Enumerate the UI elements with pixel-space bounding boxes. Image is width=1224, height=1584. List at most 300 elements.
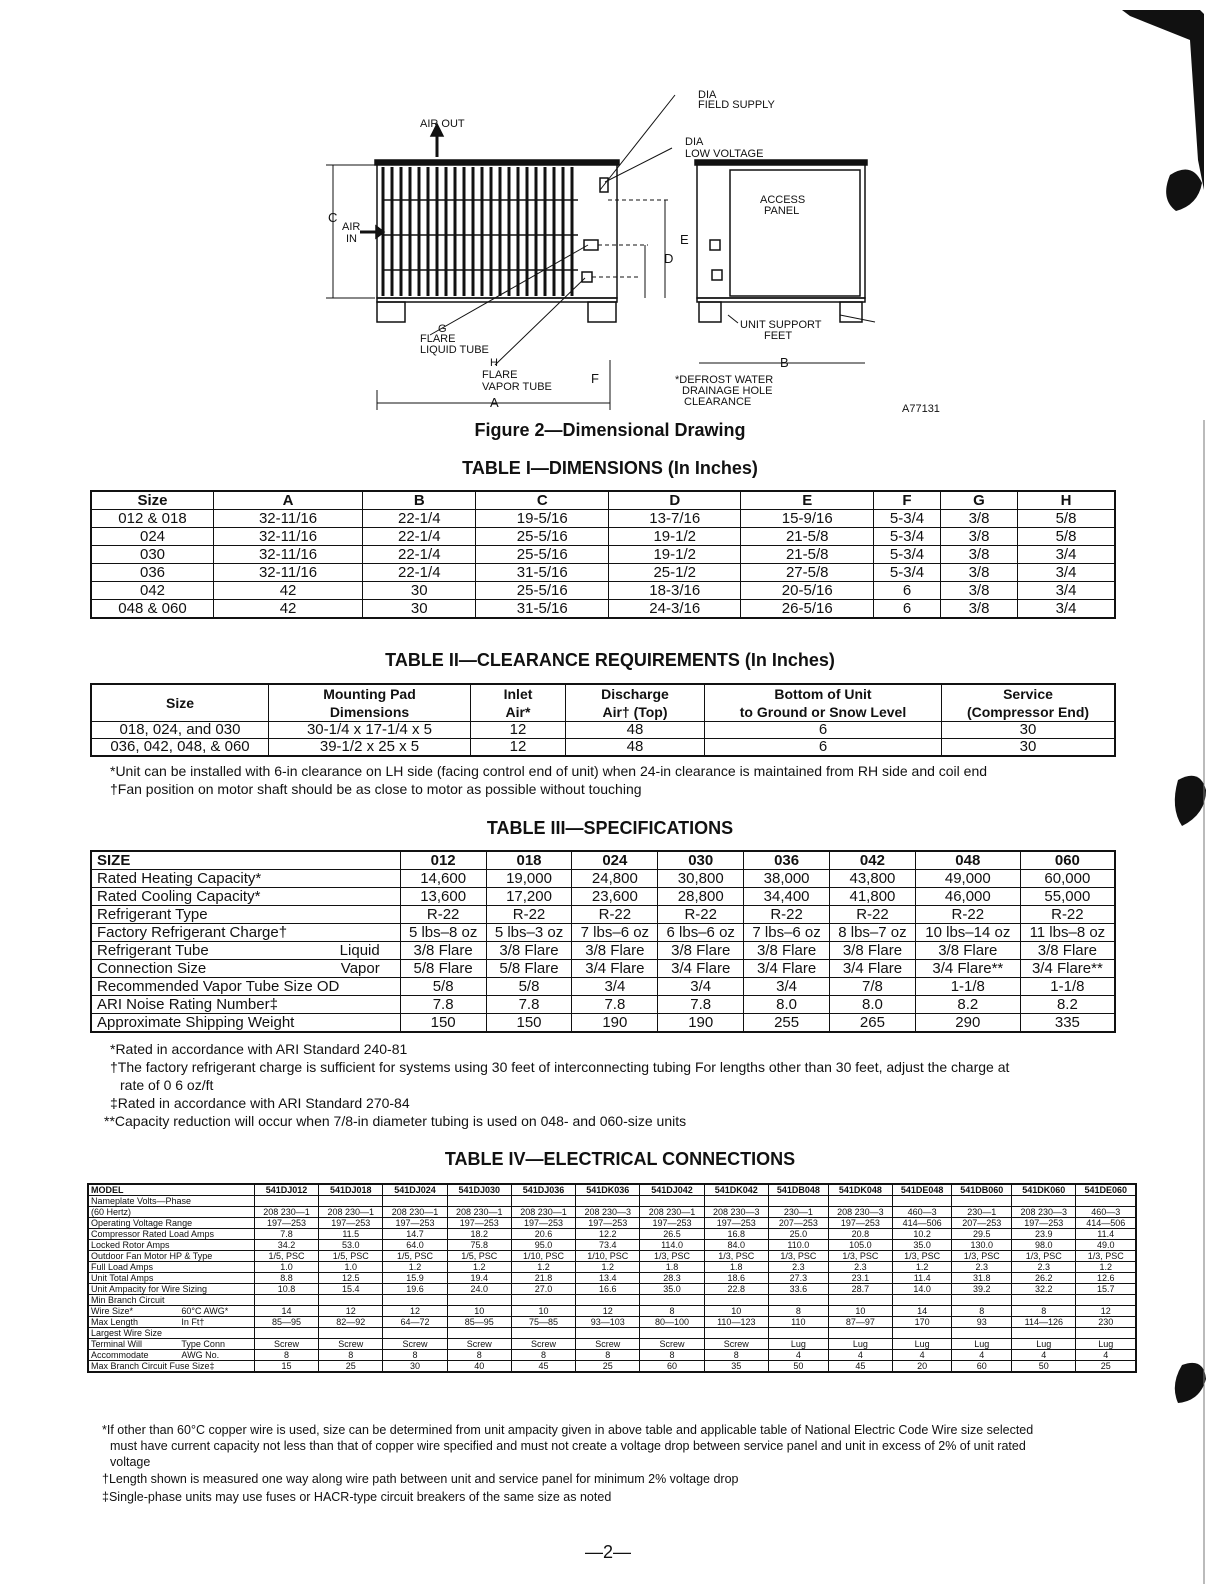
table-cell: 38,000 bbox=[744, 870, 830, 888]
table-cell: 39.2 bbox=[952, 1284, 1012, 1295]
table-cell bbox=[1012, 1196, 1076, 1207]
col-header: Mounting Pad Dimensions bbox=[269, 684, 471, 722]
table-cell: 24.0 bbox=[447, 1284, 511, 1295]
table-cell: 12 bbox=[471, 722, 566, 739]
col-header: 048 bbox=[915, 851, 1020, 870]
table-cell: 042 bbox=[91, 582, 214, 600]
table-cell: 114.0 bbox=[640, 1240, 704, 1251]
col-header: E bbox=[741, 491, 874, 510]
table-cell: 31-5/16 bbox=[476, 564, 609, 582]
row-label: Full Load Amps bbox=[88, 1262, 254, 1273]
table-cell: 8 lbs–7 oz bbox=[830, 924, 916, 942]
col-header: 541DK060 bbox=[1012, 1184, 1076, 1196]
row-label: Compressor Rated Load Amps bbox=[88, 1229, 254, 1240]
table-cell: 4 bbox=[952, 1350, 1012, 1361]
table-row bbox=[88, 1361, 1136, 1373]
table-cell: 3/4 Flare** bbox=[915, 960, 1020, 978]
col-header: 042 bbox=[830, 851, 916, 870]
table-cell bbox=[447, 1328, 511, 1339]
row-label: Wire Size* bbox=[88, 1306, 179, 1317]
table-cell: 93—103 bbox=[576, 1317, 640, 1328]
table-cell bbox=[704, 1328, 768, 1339]
table-row bbox=[88, 1251, 1136, 1262]
table-cell: 197—253 bbox=[1012, 1218, 1076, 1229]
figure-id: A77131 bbox=[902, 403, 940, 415]
table-cell bbox=[383, 1295, 447, 1306]
table-cell: 3/8 Flare bbox=[400, 942, 486, 960]
row-label: (60 Hertz) bbox=[88, 1207, 254, 1218]
table-cell bbox=[640, 1295, 704, 1306]
table-cell: Screw bbox=[511, 1339, 575, 1350]
col-header: Bottom of Unit to Ground or Snow Level bbox=[705, 684, 942, 722]
table-cell: 49,000 bbox=[915, 870, 1020, 888]
table-cell: Lug bbox=[828, 1339, 892, 1350]
table-cell: 030 bbox=[91, 546, 214, 564]
table-cell: 43,800 bbox=[830, 870, 916, 888]
table-cell: Screw bbox=[254, 1339, 318, 1350]
table-cell: 7.8 bbox=[486, 996, 572, 1014]
table-cell: 22-1/4 bbox=[363, 564, 476, 582]
label-unit-support-2: FEET bbox=[764, 330, 793, 342]
table-cell: 28,800 bbox=[658, 888, 744, 906]
table-cell: 40 bbox=[447, 1361, 511, 1373]
label-access-panel-1: ACCESS bbox=[760, 194, 806, 206]
table-cell: 8 bbox=[640, 1306, 704, 1317]
row-label: Terminal Will bbox=[88, 1339, 179, 1350]
col-header: 541DJ024 bbox=[383, 1184, 447, 1196]
table-cell: 21-5/8 bbox=[741, 546, 874, 564]
table-cell bbox=[704, 1196, 768, 1207]
table-cell: 3/8 bbox=[941, 528, 1018, 546]
table-cell: 3/8 bbox=[941, 564, 1018, 582]
table-row bbox=[88, 1295, 1136, 1306]
table4-title: TABLE IV—ELECTRICAL CONNECTIONS bbox=[444, 1149, 796, 1169]
table-cell: 1.8 bbox=[704, 1262, 768, 1273]
table-cell: 21.8 bbox=[511, 1273, 575, 1284]
table-cell: 3/4 Flare bbox=[658, 960, 744, 978]
col-header: A bbox=[214, 491, 363, 510]
table-cell: 3/8 Flare bbox=[658, 942, 744, 960]
table-cell: 15.7 bbox=[1076, 1284, 1136, 1295]
table-cell: 28.3 bbox=[640, 1273, 704, 1284]
table-cell: 8.2 bbox=[1020, 996, 1115, 1014]
table-cell: 414—506 bbox=[893, 1218, 952, 1229]
table-cell: 20.6 bbox=[511, 1229, 575, 1240]
table-cell: 33.6 bbox=[768, 1284, 828, 1295]
table-cell: 16.8 bbox=[704, 1229, 768, 1240]
table-cell: Lug bbox=[952, 1339, 1012, 1350]
table-cell: 2.3 bbox=[768, 1262, 828, 1273]
table-cell: 64—72 bbox=[383, 1317, 447, 1328]
table3-title: TABLE III—SPECIFICATIONS bbox=[486, 818, 734, 838]
row-label: ARI Noise Rating Number‡ bbox=[91, 996, 400, 1014]
table1-title: TABLE I—DIMENSIONS (In Inches) bbox=[462, 458, 758, 478]
col-header: 541DJ012 bbox=[254, 1184, 318, 1196]
table-cell: 12 bbox=[471, 739, 566, 757]
table-cell: 150 bbox=[400, 1014, 486, 1033]
row-label: Factory Refrigerant Charge† bbox=[91, 924, 400, 942]
table-cell: 60 bbox=[952, 1361, 1012, 1373]
table-cell: 25 bbox=[1076, 1361, 1136, 1373]
label-liquid-tube: LIQUID TUBE bbox=[420, 344, 489, 356]
table-cell: 197—253 bbox=[640, 1218, 704, 1229]
row-sublabel: AWG No. bbox=[179, 1350, 254, 1361]
table-cell: 21-5/8 bbox=[741, 528, 874, 546]
table-cell: R-22 bbox=[1020, 906, 1115, 924]
table-cell: 19-1/2 bbox=[608, 528, 741, 546]
table-cell bbox=[952, 1196, 1012, 1207]
row-label: Min Branch Circuit bbox=[88, 1295, 254, 1306]
table-cell: 3/4 Flare bbox=[572, 960, 658, 978]
table-cell: 39-1/2 x 25 x 5 bbox=[269, 739, 471, 757]
table-cell bbox=[828, 1295, 892, 1306]
table-cell: 10 bbox=[704, 1306, 768, 1317]
table-cell bbox=[511, 1328, 575, 1339]
table-cell: 110.0 bbox=[768, 1240, 828, 1251]
table-cell: 20.8 bbox=[828, 1229, 892, 1240]
table-cell: 12 bbox=[576, 1306, 640, 1317]
table-cell: 53.0 bbox=[319, 1240, 383, 1251]
table-cell: 25 bbox=[576, 1361, 640, 1373]
table-cell: 80—100 bbox=[640, 1317, 704, 1328]
table-cell: 30 bbox=[363, 600, 476, 619]
table-cell: 10 bbox=[447, 1306, 511, 1317]
row-label: Unit Total Amps bbox=[88, 1273, 254, 1284]
table-cell: 3/4 bbox=[1018, 582, 1116, 600]
table-cell: 1.8 bbox=[640, 1262, 704, 1273]
table-cell: 22-1/4 bbox=[363, 528, 476, 546]
table-cell: 1-1/8 bbox=[915, 978, 1020, 996]
col-header: 541DE060 bbox=[1076, 1184, 1136, 1196]
table-cell: 190 bbox=[658, 1014, 744, 1033]
table-cell: 25-5/16 bbox=[476, 582, 609, 600]
table-cell: 55,000 bbox=[1020, 888, 1115, 906]
row-label: Refrigerant Type bbox=[91, 906, 400, 924]
table-row bbox=[88, 1328, 1136, 1339]
label-a: A bbox=[490, 395, 499, 410]
table-cell: 4 bbox=[1012, 1350, 1076, 1361]
table-cell: 1.2 bbox=[511, 1262, 575, 1273]
table-row bbox=[88, 1207, 1136, 1218]
col-header: 541DJ030 bbox=[447, 1184, 511, 1196]
table-cell: 8 bbox=[1012, 1306, 1076, 1317]
table-cell: 110—123 bbox=[704, 1317, 768, 1328]
table-cell: 197—253 bbox=[319, 1218, 383, 1229]
table-cell: 32-11/16 bbox=[214, 510, 363, 528]
row-sublabel: Type Conn bbox=[179, 1339, 254, 1350]
table-cell: 2.3 bbox=[952, 1262, 1012, 1273]
table-cell: 10 lbs–14 oz bbox=[915, 924, 1020, 942]
table-cell: 208 230—3 bbox=[576, 1207, 640, 1218]
table-cell: 18.2 bbox=[447, 1229, 511, 1240]
label-air-in-1: AIR bbox=[342, 221, 361, 233]
row-label: Max Length bbox=[88, 1317, 179, 1328]
col-header: 541DK048 bbox=[828, 1184, 892, 1196]
table-cell: 018, 024, and 030 bbox=[91, 722, 269, 739]
table-cell: 114—126 bbox=[1012, 1317, 1076, 1328]
table-row bbox=[91, 996, 1115, 1014]
label-vapor-tube: VAPOR TUBE bbox=[482, 381, 552, 393]
table-cell: 15 bbox=[254, 1361, 318, 1373]
table-cell: 48 bbox=[566, 739, 705, 757]
table-cell: 30,800 bbox=[658, 870, 744, 888]
row-label: Connection Size bbox=[91, 960, 294, 978]
table-row bbox=[88, 1196, 1136, 1207]
table-cell: 197—253 bbox=[828, 1218, 892, 1229]
table-cell: 208 230—3 bbox=[828, 1207, 892, 1218]
table-cell: 13-7/16 bbox=[608, 510, 741, 528]
table-cell: Screw bbox=[383, 1339, 447, 1350]
table-cell: 25-5/16 bbox=[476, 528, 609, 546]
table-cell: 50 bbox=[1012, 1361, 1076, 1373]
table-cell: 208 230—1 bbox=[319, 1207, 383, 1218]
table-cell: 1/3, PSC bbox=[768, 1251, 828, 1262]
label-c: C bbox=[328, 210, 338, 225]
table-cell: 29.5 bbox=[952, 1229, 1012, 1240]
table-cell: 208 230—3 bbox=[1012, 1207, 1076, 1218]
figure-title: Figure 2—Dimensional Drawing bbox=[474, 420, 746, 440]
table-cell: 8 bbox=[640, 1350, 704, 1361]
col-header: B bbox=[363, 491, 476, 510]
table-cell: 73.4 bbox=[576, 1240, 640, 1251]
table-cell: 30 bbox=[363, 582, 476, 600]
table-cell: 1/3, PSC bbox=[828, 1251, 892, 1262]
table-cell: 460—3 bbox=[893, 1207, 952, 1218]
table3-note-1: *Rated in accordance with ARI Standard 240-81 bbox=[110, 1041, 408, 1057]
table-cell: 30 bbox=[383, 1361, 447, 1373]
table-cell: 1.2 bbox=[383, 1262, 447, 1273]
table-cell: 5-3/4 bbox=[874, 528, 941, 546]
table-cell: 19,000 bbox=[486, 870, 572, 888]
table-cell: 28.7 bbox=[828, 1284, 892, 1295]
table4-note-4: †Length shown is measured one way along wire path between unit and service panel for minimum 2% voltage drop bbox=[102, 1472, 739, 1486]
table-cell: Lug bbox=[768, 1339, 828, 1350]
table-cell: 197—253 bbox=[576, 1218, 640, 1229]
table-cell: 8.0 bbox=[830, 996, 916, 1014]
table-cell: 1/3, PSC bbox=[1076, 1251, 1136, 1262]
table4-note-3: voltage bbox=[110, 1455, 151, 1469]
table-cell: 11 lbs–8 oz bbox=[1020, 924, 1115, 942]
row-label: Accommodate bbox=[88, 1350, 179, 1361]
table-cell: 13,600 bbox=[400, 888, 486, 906]
table-cell: 15-9/16 bbox=[741, 510, 874, 528]
label-flare-1: FLARE bbox=[420, 333, 456, 345]
table-cell: 22.8 bbox=[704, 1284, 768, 1295]
row-label: Unit Ampacity for Wire Sizing bbox=[88, 1284, 254, 1295]
table-cell: 26.5 bbox=[640, 1229, 704, 1240]
table-cell: 23.1 bbox=[828, 1273, 892, 1284]
label-unit-support-1: UNIT SUPPORT bbox=[740, 319, 822, 331]
table-cell: 45 bbox=[828, 1361, 892, 1373]
table-cell: 35.0 bbox=[640, 1284, 704, 1295]
col-header: 024 bbox=[572, 851, 658, 870]
table-cell bbox=[952, 1328, 1012, 1339]
table-cell bbox=[319, 1328, 383, 1339]
table-row bbox=[88, 1262, 1136, 1273]
label-defrost-2: DRAINAGE HOLE bbox=[682, 385, 773, 397]
table-cell bbox=[511, 1295, 575, 1306]
table-cell: 6 bbox=[705, 722, 942, 739]
label-defrost-3: CLEARANCE bbox=[684, 396, 752, 408]
table-cell: 30 bbox=[942, 722, 1116, 739]
table-cell: 230—1 bbox=[952, 1207, 1012, 1218]
table-cell: 5/8 bbox=[400, 978, 486, 996]
label-air-in-2: IN bbox=[346, 233, 357, 245]
table-cell: 31-5/16 bbox=[476, 600, 609, 619]
row-label: Outdoor Fan Motor HP & Type bbox=[88, 1251, 254, 1262]
table-row bbox=[91, 906, 1115, 924]
col-header: 541DJ036 bbox=[511, 1184, 575, 1196]
col-header: 541DB048 bbox=[768, 1184, 828, 1196]
col-header: 541DK042 bbox=[704, 1184, 768, 1196]
table-cell: 60,000 bbox=[1020, 870, 1115, 888]
table-row bbox=[88, 1284, 1136, 1295]
table-cell: 8 bbox=[319, 1350, 383, 1361]
dimensional-drawing bbox=[320, 60, 960, 420]
table-cell: R-22 bbox=[486, 906, 572, 924]
table3-note-4: ‡Rated in accordance with ARI Standard 270-84 bbox=[110, 1095, 410, 1111]
col-header: Service (Compressor End) bbox=[942, 684, 1116, 722]
table-cell bbox=[768, 1196, 828, 1207]
table-row bbox=[91, 600, 1115, 619]
table-cell: 46,000 bbox=[915, 888, 1020, 906]
table-cell: 11.5 bbox=[319, 1229, 383, 1240]
table-cell: 49.0 bbox=[1076, 1240, 1136, 1251]
table-cell: 1/3, PSC bbox=[704, 1251, 768, 1262]
table-row bbox=[88, 1273, 1136, 1284]
table-cell: 3/4 bbox=[1018, 564, 1116, 582]
table-cell: 84.0 bbox=[704, 1240, 768, 1251]
table-cell bbox=[828, 1196, 892, 1207]
table-cell: 5/8 bbox=[486, 978, 572, 996]
table-cell: 7 lbs–6 oz bbox=[572, 924, 658, 942]
table3-note-2: †The factory refrigerant charge is sufficient for systems using 30 feet of interconnecting tubing For lengths other than 30 feet, adjust the charge at bbox=[110, 1059, 1010, 1075]
table-row bbox=[88, 1306, 1136, 1317]
col-header: 541DJ018 bbox=[319, 1184, 383, 1196]
table-cell: 20-5/16 bbox=[741, 582, 874, 600]
table-cell: 10 bbox=[828, 1306, 892, 1317]
table-cell: 335 bbox=[1020, 1014, 1115, 1033]
label-field-supply: FIELD SUPPLY bbox=[698, 99, 775, 111]
table-cell: 19-5/16 bbox=[476, 510, 609, 528]
row-label: Recommended Vapor Tube Size OD bbox=[91, 978, 400, 996]
row-label: Approximate Shipping Weight bbox=[91, 1014, 400, 1033]
table-cell: 6 bbox=[874, 600, 941, 619]
col-header: MODEL bbox=[88, 1184, 254, 1196]
table-row bbox=[88, 1350, 1136, 1361]
col-header: C bbox=[476, 491, 609, 510]
table-cell: 1/5, PSC bbox=[254, 1251, 318, 1262]
table-cell: 26-5/16 bbox=[741, 600, 874, 619]
table-cell: 12.6 bbox=[1076, 1273, 1136, 1284]
table-cell: 1.2 bbox=[893, 1262, 952, 1273]
table-cell: 5-3/4 bbox=[874, 564, 941, 582]
table-cell: 30-1/4 x 17-1/4 x 5 bbox=[269, 722, 471, 739]
table4-note-5: ‡Single-phase units may use fuses or HACR-type circuit breakers of the same size as noted bbox=[102, 1490, 612, 1504]
table-cell: 3/8 Flare bbox=[830, 942, 916, 960]
col-header: 541DK036 bbox=[576, 1184, 640, 1196]
table-cell: 4 bbox=[828, 1350, 892, 1361]
row-sublabel: Vapor bbox=[294, 960, 401, 978]
table-cell: 42 bbox=[214, 600, 363, 619]
table-cell bbox=[319, 1196, 383, 1207]
table-cell: 27.3 bbox=[768, 1273, 828, 1284]
table-cell bbox=[254, 1328, 318, 1339]
table-cell: 170 bbox=[893, 1317, 952, 1328]
table-cell: 42 bbox=[214, 582, 363, 600]
table-cell: 18.6 bbox=[704, 1273, 768, 1284]
table-row bbox=[91, 510, 1115, 528]
table-cell bbox=[383, 1196, 447, 1207]
label-f: F bbox=[591, 371, 599, 386]
col-header: G bbox=[941, 491, 1018, 510]
table-cell: 5/8 Flare bbox=[486, 960, 572, 978]
table-cell: 8.8 bbox=[254, 1273, 318, 1284]
label-b: B bbox=[780, 355, 789, 370]
table-cell: 23.9 bbox=[1012, 1229, 1076, 1240]
table-row bbox=[88, 1229, 1136, 1240]
table-cell: 6 bbox=[705, 739, 942, 757]
table-row bbox=[91, 722, 1115, 739]
table-cell: 1.2 bbox=[1076, 1262, 1136, 1273]
table-cell: 19.4 bbox=[447, 1273, 511, 1284]
label-dia-2: DIA bbox=[685, 136, 704, 148]
table-cell: 23,600 bbox=[572, 888, 658, 906]
table-cell: 50 bbox=[768, 1361, 828, 1373]
row-sublabel: Liquid bbox=[294, 942, 401, 960]
table-cell: 34,400 bbox=[744, 888, 830, 906]
table-cell bbox=[828, 1328, 892, 1339]
table-cell: 1.2 bbox=[576, 1262, 640, 1273]
table-cell: 64.0 bbox=[383, 1240, 447, 1251]
table-cell: 3/4 bbox=[1018, 546, 1116, 564]
table-cell: 11.4 bbox=[1076, 1229, 1136, 1240]
table-cell: 036 bbox=[91, 564, 214, 582]
table-cell: 75.8 bbox=[447, 1240, 511, 1251]
table-cell: 197—253 bbox=[254, 1218, 318, 1229]
table-cell: Screw bbox=[704, 1339, 768, 1350]
table-cell: 3/8 Flare bbox=[572, 942, 658, 960]
col-header: 060 bbox=[1020, 851, 1115, 870]
table-cell bbox=[640, 1196, 704, 1207]
table-cell bbox=[893, 1196, 952, 1207]
table-cell: 1/10, PSC bbox=[576, 1251, 640, 1262]
table-cell: 16.6 bbox=[576, 1284, 640, 1295]
table-cell bbox=[893, 1295, 952, 1306]
table-cell: 207—253 bbox=[768, 1218, 828, 1229]
table-row bbox=[91, 1014, 1115, 1033]
table-cell: 48 bbox=[566, 722, 705, 739]
col-header: 030 bbox=[658, 851, 744, 870]
col-header: 541DE048 bbox=[893, 1184, 952, 1196]
table-cell bbox=[768, 1295, 828, 1306]
table-cell: 208 230—1 bbox=[447, 1207, 511, 1218]
row-label: Max Branch Circuit Fuse Size‡ bbox=[88, 1361, 254, 1373]
table-cell: Screw bbox=[447, 1339, 511, 1350]
table-cell: 207—253 bbox=[952, 1218, 1012, 1229]
scan-edge-marks bbox=[1120, 0, 1224, 1584]
label-air-out: AIR OUT bbox=[420, 118, 465, 130]
table-cell: 32-11/16 bbox=[214, 546, 363, 564]
table-cell: 85—95 bbox=[254, 1317, 318, 1328]
table-cell: 10.2 bbox=[893, 1229, 952, 1240]
table-cell: 18-3/16 bbox=[608, 582, 741, 600]
table-row bbox=[91, 942, 1115, 960]
table-cell: 5-3/4 bbox=[874, 510, 941, 528]
table-cell: 6 lbs–6 oz bbox=[658, 924, 744, 942]
table-cell: 12 bbox=[383, 1306, 447, 1317]
table-cell: 3/8 Flare bbox=[486, 942, 572, 960]
